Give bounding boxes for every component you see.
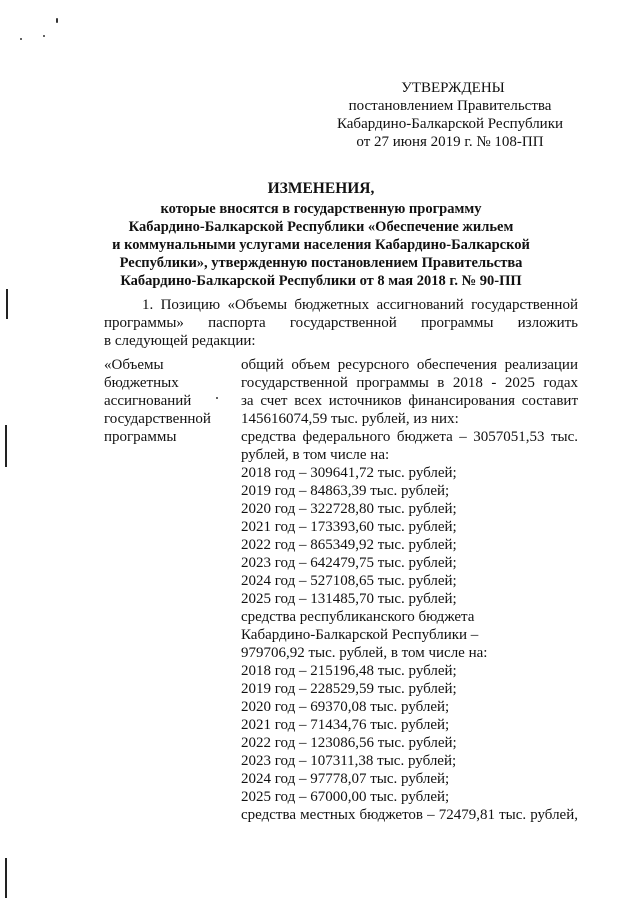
- content-line: общий объем ресурсного обеспечения реализации: [241, 357, 578, 373]
- label-line: «Объемы: [104, 357, 164, 373]
- approval-block: [300, 79, 600, 151]
- position-content: [241, 356, 578, 824]
- document-heading: [74, 180, 568, 290]
- republic-year-item: 2021 год – 71434,76 тыс. рублей;: [241, 717, 450, 733]
- heading-line: Кабардино-Балкарской Республики от 8 мая 2018 г. № 90-ПП: [120, 273, 522, 289]
- republic-budget-line: 979706,92 тыс. рублей, в том числе на:: [241, 645, 488, 661]
- paragraph-line: в следующей редакции:: [104, 333, 256, 349]
- approval-line: Кабардино-Балкарской Республики: [336, 116, 564, 132]
- paragraph-line: 1. Позицию «Объемы бюджетных ассигнований государственной: [142, 297, 578, 313]
- position-label: [104, 356, 224, 446]
- content-line: за счет всех источников финансирования составит: [241, 393, 578, 409]
- republic-budget-line: средства республиканского бюджета: [241, 609, 475, 625]
- republic-year-item: 2020 год – 69370,08 тыс. рублей;: [241, 699, 450, 715]
- republic-budget-line: Кабардино-Балкарской Республики –: [241, 627, 479, 643]
- federal-year-item: 2025 год – 131485,70 тыс. рублей;: [241, 591, 457, 607]
- heading-line: которые вносятся в государственную программу: [160, 201, 482, 217]
- paragraph-line: программы» паспорта государственной программы изложить: [104, 315, 578, 331]
- scan-mark: [6, 289, 8, 319]
- heading-title: ИЗМЕНЕНИЯ,: [267, 180, 375, 197]
- approval-line: постановлением Правительства: [348, 98, 552, 114]
- federal-year-item: 2021 год – 173393,60 тыс. рублей;: [241, 519, 457, 535]
- federal-budget-line: рублей, в том числе на:: [241, 447, 390, 463]
- content-line: 145616074,59 тыс. рублей, из них:: [241, 411, 459, 427]
- heading-line: Республики», утвержденную постановлением Правительства: [119, 255, 523, 271]
- intro-paragraph: [104, 296, 578, 350]
- republic-year-item: 2025 год – 67000,00 тыс. рублей;: [241, 789, 450, 805]
- heading-line: и коммунальными услугами населения Кабардино-Балкарской: [112, 237, 530, 253]
- republic-year-item: 2024 год – 97778,07 тыс. рублей;: [241, 771, 450, 787]
- heading-line: Кабардино-Балкарской Республики «Обеспечение жильем: [128, 219, 514, 235]
- label-line: бюджетных: [104, 375, 179, 391]
- scan-mark: [5, 858, 7, 898]
- label-line: программы: [104, 429, 177, 445]
- local-budget-line: средства местных бюджетов – 72479,81 тыс. рублей,: [241, 807, 578, 823]
- federal-year-item: 2024 год – 527108,65 тыс. рублей;: [241, 573, 457, 589]
- federal-year-item: 2023 год – 642479,75 тыс. рублей;: [241, 555, 457, 571]
- republic-year-item: 2023 год – 107311,38 тыс. рублей;: [241, 753, 457, 769]
- federal-year-item: 2018 год – 309641,72 тыс. рублей;: [241, 465, 457, 481]
- federal-budget-line: средства федерального бюджета – 3057051,53 тыс.: [241, 429, 578, 445]
- scan-mark: [5, 425, 7, 467]
- scan-dot: [56, 18, 58, 23]
- label-line: ассигнований: [104, 393, 192, 409]
- republic-year-item: 2018 год – 215196,48 тыс. рублей;: [241, 663, 457, 679]
- label-line: государственной: [104, 411, 211, 427]
- republic-year-item: 2019 год – 228529,59 тыс. рублей;: [241, 681, 457, 697]
- republic-year-item: 2022 год – 123086,56 тыс. рублей;: [241, 735, 457, 751]
- federal-year-item: 2022 год – 865349,92 тыс. рублей;: [241, 537, 457, 553]
- scan-dot: [43, 35, 45, 37]
- federal-year-item: 2020 год – 322728,80 тыс. рублей;: [241, 501, 457, 517]
- approval-title: УТВЕРЖДЕНЫ: [401, 80, 505, 96]
- approval-line: от 27 июня 2019 г. № 108-ПП: [356, 134, 544, 150]
- scan-dot: [20, 38, 22, 40]
- federal-year-item: 2019 год – 84863,39 тыс. рублей;: [241, 483, 450, 499]
- content-line: государственной программы в 2018 - 2025 годах: [241, 375, 578, 391]
